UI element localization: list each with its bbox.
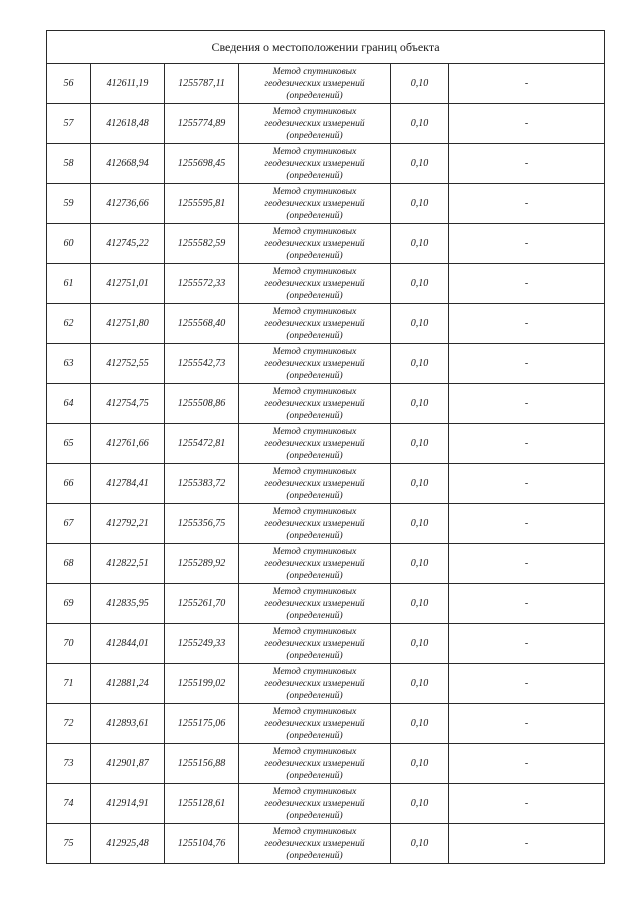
- method-line: (определений): [286, 170, 343, 181]
- note-cell: -: [449, 264, 605, 304]
- method-cell: [239, 504, 391, 544]
- note-cell: -: [449, 224, 605, 264]
- method-line: (определений): [286, 850, 343, 861]
- method-line: Метод спутниковых: [272, 266, 357, 277]
- method-line: геодезических измерений: [264, 318, 365, 329]
- point-number-cell: 59: [47, 184, 91, 224]
- method-line: Метод спутниковых: [272, 586, 357, 597]
- coordinate-y-cell: 1255199,02: [165, 664, 239, 704]
- method-line: геодезических измерений: [264, 78, 365, 89]
- method-cell: [239, 144, 391, 184]
- table-row: [47, 744, 605, 784]
- coordinate-y-cell: 1255356,75: [165, 504, 239, 544]
- table-title: Сведения о местоположении границ объекта: [47, 31, 605, 64]
- boundary-table: [46, 30, 605, 864]
- note-cell: -: [449, 384, 605, 424]
- method-line: Метод спутниковых: [272, 346, 357, 357]
- method-line: геодезических измерений: [264, 638, 365, 649]
- table-row: [47, 424, 605, 464]
- method-cell: [239, 464, 391, 504]
- accuracy-cell: 0,10: [391, 184, 449, 224]
- coordinate-y-cell: 1255582,59: [165, 224, 239, 264]
- method-line: Метод спутниковых: [272, 66, 357, 77]
- method-line: (определений): [286, 770, 343, 781]
- method-line: (определений): [286, 450, 343, 461]
- method-line: Метод спутниковых: [272, 746, 357, 757]
- point-number-cell: 60: [47, 224, 91, 264]
- coordinate-x-cell: 412844,01: [91, 624, 165, 664]
- method-line: (определений): [286, 370, 343, 381]
- method-line: (определений): [286, 250, 343, 261]
- method-line: (определений): [286, 570, 343, 581]
- point-number-cell: 65: [47, 424, 91, 464]
- point-number-cell: 63: [47, 344, 91, 384]
- coordinate-x-cell: 412618,48: [91, 104, 165, 144]
- method-line: Метод спутниковых: [272, 306, 357, 317]
- coordinate-y-cell: 1255128,61: [165, 784, 239, 824]
- method-cell: [239, 664, 391, 704]
- table-row: [47, 824, 605, 864]
- coordinate-y-cell: 1255249,33: [165, 624, 239, 664]
- coordinate-y-cell: 1255156,88: [165, 744, 239, 784]
- method-cell: [239, 184, 391, 224]
- table-row: [47, 184, 605, 224]
- method-line: геодезических измерений: [264, 678, 365, 689]
- method-line: (определений): [286, 810, 343, 821]
- table-row: [47, 664, 605, 704]
- coordinate-y-cell: 1255175,06: [165, 704, 239, 744]
- coordinate-x-cell: 412736,66: [91, 184, 165, 224]
- accuracy-cell: 0,10: [391, 504, 449, 544]
- table-row: [47, 264, 605, 304]
- coordinate-x-cell: 412611,19: [91, 64, 165, 104]
- method-line: Метод спутниковых: [272, 706, 357, 717]
- note-cell: -: [449, 504, 605, 544]
- method-line: геодезических измерений: [264, 118, 365, 129]
- coordinate-x-cell: 412751,01: [91, 264, 165, 304]
- table-row: [47, 704, 605, 744]
- method-line: геодезических измерений: [264, 478, 365, 489]
- note-cell: -: [449, 344, 605, 384]
- method-line: (определений): [286, 490, 343, 501]
- table-row: [47, 504, 605, 544]
- method-cell: [239, 744, 391, 784]
- table-body: [47, 31, 605, 864]
- note-cell: -: [449, 104, 605, 144]
- method-line: геодезических измерений: [264, 398, 365, 409]
- coordinate-y-cell: 1255104,76: [165, 824, 239, 864]
- note-cell: -: [449, 544, 605, 584]
- note-cell: -: [449, 584, 605, 624]
- coordinate-x-cell: 412754,75: [91, 384, 165, 424]
- point-number-cell: 64: [47, 384, 91, 424]
- accuracy-cell: 0,10: [391, 144, 449, 184]
- note-cell: -: [449, 824, 605, 864]
- coordinate-x-cell: 412835,95: [91, 584, 165, 624]
- method-line: Метод спутниковых: [272, 106, 357, 117]
- method-line: (определений): [286, 130, 343, 141]
- accuracy-cell: 0,10: [391, 544, 449, 584]
- method-cell: [239, 64, 391, 104]
- method-cell: [239, 624, 391, 664]
- coordinate-x-cell: 412893,61: [91, 704, 165, 744]
- method-cell: [239, 784, 391, 824]
- accuracy-cell: 0,10: [391, 784, 449, 824]
- method-line: геодезических измерений: [264, 558, 365, 569]
- note-cell: -: [449, 144, 605, 184]
- method-line: геодезических измерений: [264, 278, 365, 289]
- point-number-cell: 62: [47, 304, 91, 344]
- coordinate-x-cell: 412752,55: [91, 344, 165, 384]
- method-line: Метод спутниковых: [272, 546, 357, 557]
- note-cell: -: [449, 664, 605, 704]
- coordinate-y-cell: 1255568,40: [165, 304, 239, 344]
- coordinate-y-cell: 1255774,89: [165, 104, 239, 144]
- method-line: геодезических измерений: [264, 198, 365, 209]
- table-row: [47, 344, 605, 384]
- method-line: Метод спутниковых: [272, 386, 357, 397]
- method-line: Метод спутниковых: [272, 506, 357, 517]
- method-line: Метод спутниковых: [272, 466, 357, 477]
- method-line: Метод спутниковых: [272, 146, 357, 157]
- accuracy-cell: 0,10: [391, 704, 449, 744]
- method-cell: [239, 584, 391, 624]
- method-line: геодезических измерений: [264, 358, 365, 369]
- point-number-cell: 73: [47, 744, 91, 784]
- accuracy-cell: 0,10: [391, 304, 449, 344]
- note-cell: -: [449, 624, 605, 664]
- method-line: Метод спутниковых: [272, 666, 357, 677]
- coordinate-x-cell: 412745,22: [91, 224, 165, 264]
- table-row: [47, 544, 605, 584]
- accuracy-cell: 0,10: [391, 264, 449, 304]
- method-cell: [239, 824, 391, 864]
- method-line: Метод спутниковых: [272, 186, 357, 197]
- point-number-cell: 58: [47, 144, 91, 184]
- coordinate-x-cell: 412881,24: [91, 664, 165, 704]
- accuracy-cell: 0,10: [391, 624, 449, 664]
- table-row: [47, 584, 605, 624]
- method-line: геодезических измерений: [264, 158, 365, 169]
- coordinate-x-cell: 412792,21: [91, 504, 165, 544]
- method-line: (определений): [286, 730, 343, 741]
- method-line: геодезических измерений: [264, 238, 365, 249]
- table-row: [47, 464, 605, 504]
- method-cell: [239, 544, 391, 584]
- method-line: (определений): [286, 290, 343, 301]
- method-line: (определений): [286, 90, 343, 101]
- coordinate-y-cell: 1255698,45: [165, 144, 239, 184]
- coordinate-x-cell: 412751,80: [91, 304, 165, 344]
- accuracy-cell: 0,10: [391, 664, 449, 704]
- method-cell: [239, 264, 391, 304]
- coordinate-x-cell: 412914,91: [91, 784, 165, 824]
- table-row: [47, 224, 605, 264]
- method-line: (определений): [286, 610, 343, 621]
- note-cell: -: [449, 64, 605, 104]
- table-row: [47, 304, 605, 344]
- method-line: (определений): [286, 410, 343, 421]
- method-line: геодезических измерений: [264, 438, 365, 449]
- coordinate-x-cell: 412901,87: [91, 744, 165, 784]
- accuracy-cell: 0,10: [391, 344, 449, 384]
- point-number-cell: 70: [47, 624, 91, 664]
- method-line: Метод спутниковых: [272, 826, 357, 837]
- point-number-cell: 75: [47, 824, 91, 864]
- method-line: (определений): [286, 210, 343, 221]
- method-line: геодезических измерений: [264, 598, 365, 609]
- coordinate-y-cell: 1255472,81: [165, 424, 239, 464]
- coordinate-x-cell: 412822,51: [91, 544, 165, 584]
- table-row: [47, 384, 605, 424]
- accuracy-cell: 0,10: [391, 424, 449, 464]
- method-line: геодезических измерений: [264, 718, 365, 729]
- method-line: геодезических измерений: [264, 838, 365, 849]
- method-cell: [239, 344, 391, 384]
- accuracy-cell: 0,10: [391, 584, 449, 624]
- note-cell: -: [449, 704, 605, 744]
- method-line: Метод спутниковых: [272, 226, 357, 237]
- method-cell: [239, 704, 391, 744]
- point-number-cell: 67: [47, 504, 91, 544]
- point-number-cell: 61: [47, 264, 91, 304]
- point-number-cell: 56: [47, 64, 91, 104]
- point-number-cell: 74: [47, 784, 91, 824]
- coordinate-y-cell: 1255383,72: [165, 464, 239, 504]
- coordinate-y-cell: 1255542,73: [165, 344, 239, 384]
- point-number-cell: 71: [47, 664, 91, 704]
- point-number-cell: 66: [47, 464, 91, 504]
- method-line: (определений): [286, 330, 343, 341]
- coordinate-x-cell: 412761,66: [91, 424, 165, 464]
- point-number-cell: 72: [47, 704, 91, 744]
- accuracy-cell: 0,10: [391, 104, 449, 144]
- table-caption-row: [47, 31, 605, 64]
- method-cell: [239, 224, 391, 264]
- note-cell: -: [449, 744, 605, 784]
- accuracy-cell: 0,10: [391, 744, 449, 784]
- method-line: Метод спутниковых: [272, 626, 357, 637]
- table-row: [47, 624, 605, 664]
- note-cell: -: [449, 784, 605, 824]
- method-line: геодезических измерений: [264, 758, 365, 769]
- table-row: [47, 784, 605, 824]
- accuracy-cell: 0,10: [391, 224, 449, 264]
- point-number-cell: 68: [47, 544, 91, 584]
- method-cell: [239, 384, 391, 424]
- method-cell: [239, 424, 391, 464]
- table-row: [47, 64, 605, 104]
- note-cell: -: [449, 464, 605, 504]
- method-line: (определений): [286, 530, 343, 541]
- document-page: [46, 30, 604, 864]
- coordinate-x-cell: 412784,41: [91, 464, 165, 504]
- accuracy-cell: 0,10: [391, 464, 449, 504]
- method-cell: [239, 304, 391, 344]
- point-number-cell: 69: [47, 584, 91, 624]
- coordinate-x-cell: 412925,48: [91, 824, 165, 864]
- coordinate-y-cell: 1255572,33: [165, 264, 239, 304]
- table-row: [47, 144, 605, 184]
- note-cell: -: [449, 304, 605, 344]
- method-line: (определений): [286, 690, 343, 701]
- coordinate-y-cell: 1255261,70: [165, 584, 239, 624]
- method-line: (определений): [286, 650, 343, 661]
- table-row: [47, 104, 605, 144]
- method-line: геодезических измерений: [264, 518, 365, 529]
- accuracy-cell: 0,10: [391, 64, 449, 104]
- method-cell: [239, 104, 391, 144]
- coordinate-y-cell: 1255787,11: [165, 64, 239, 104]
- method-line: Метод спутниковых: [272, 786, 357, 797]
- coordinate-y-cell: 1255289,92: [165, 544, 239, 584]
- method-line: геодезических измерений: [264, 798, 365, 809]
- point-number-cell: 57: [47, 104, 91, 144]
- note-cell: -: [449, 424, 605, 464]
- coordinate-y-cell: 1255508,86: [165, 384, 239, 424]
- accuracy-cell: 0,10: [391, 824, 449, 864]
- note-cell: -: [449, 184, 605, 224]
- coordinate-x-cell: 412668,94: [91, 144, 165, 184]
- method-line: Метод спутниковых: [272, 426, 357, 437]
- coordinate-y-cell: 1255595,81: [165, 184, 239, 224]
- accuracy-cell: 0,10: [391, 384, 449, 424]
